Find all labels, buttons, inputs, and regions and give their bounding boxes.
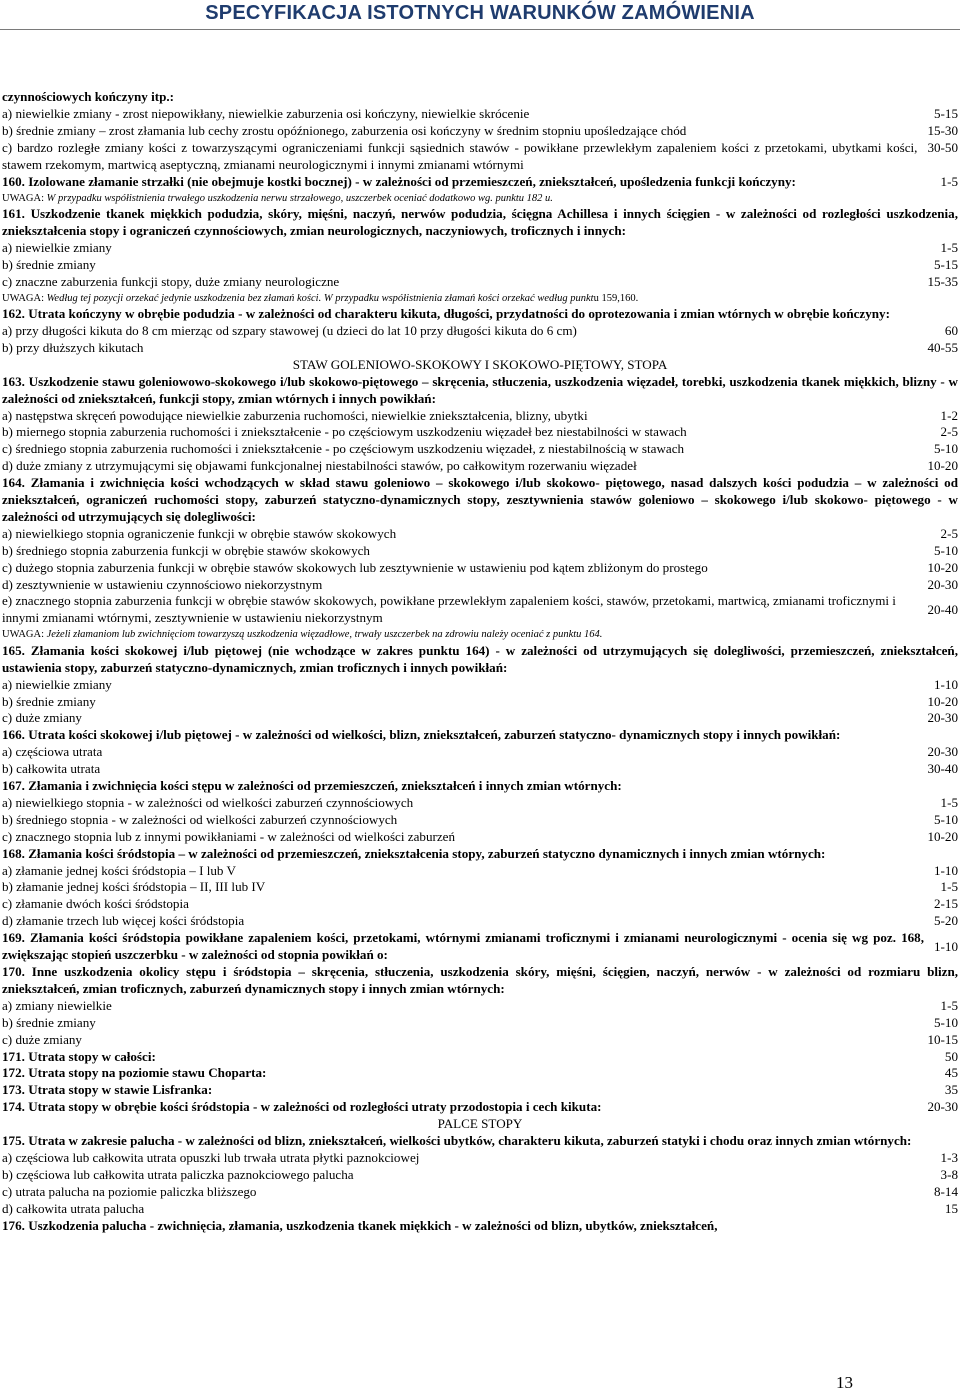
percent-value: 20-30 [927, 744, 958, 760]
item-row: c) średniego stopnia zaburzenia ruchomości i zniekształcenie - po częściowym uszkodzeniu więzadeł, z niestabilnością w stawach 5-10 [2, 441, 958, 457]
percent-value: 1-2 [940, 407, 958, 423]
percent-value: 10-20 [927, 828, 958, 844]
percent-value: 1-5 [940, 879, 958, 895]
percent-value: 35 [944, 1082, 958, 1098]
percent-value: 60 [944, 322, 958, 338]
paragraph-173: 173. Utrata stopy w stawie Lisfranka: 35 [2, 1082, 958, 1098]
item-row: b) średnie zmiany – zrost złamania lub cechy zrostu opóźnionego, zaburzenia osi kończyny w średnim stopniu upośledzające chód 15-30 [2, 122, 958, 138]
paragraph-170: 170. Inne uszkodzenia okolicy stępu i śródstopia – skręcenia, stłuczenia, uszkodzenia skóry, mięśni, ścięgien, naczyń, nerwów - w zależności od rozmiaru blizn, zniekształceń, zmian troficznych, zaburzeń dynamicznych stopy i innych zmian wtórnych: [2, 964, 958, 996]
percent-value: 10-15 [927, 1031, 958, 1047]
paragraph-175: 175. Utrata w zakresie palucha - w zależności od blizn, zniekształceń, wielkości ubytków, charakteru kikuta, zaburzeń statyki i chodu oraz innych zmian wtórnych: [2, 1133, 912, 1149]
item-row: b) średnie zmiany 5-10 [2, 1014, 958, 1030]
paragraph-172: 172. Utrata stopy na poziomie stawu Choparta: 45 [2, 1065, 958, 1081]
item-row: d) złamanie trzech lub więcej kości śródstopia 5-20 [2, 913, 958, 929]
document-body [2, 89, 958, 1235]
item-row: c) znaczne zaburzenia funkcji stopy, duże zmiany neurologiczne 15-35 [2, 273, 958, 289]
text-line: czynnościowych kończyny itp.: [2, 89, 175, 104]
percent-value: 1-10 [933, 938, 958, 954]
header-divider [0, 29, 960, 30]
item-row: a) częściowa utrata 20-30 [2, 744, 958, 760]
percent-value: 50 [944, 1048, 958, 1064]
item-row: c) dużego stopnia zaburzenia funkcji w obrębie stawów skokowych lub zesztywnienie w ustawieniu pod kątem zbliżonym do prostego 10-20 [2, 559, 958, 575]
paragraph-167: 167. Złamania i zwichnięcia kości stępu w zależności od przemieszczeń, zniekształceń i innych zmian wtórnych: [2, 778, 622, 794]
percent-value: 5-10 [933, 441, 958, 457]
item-row: a) niewielkie zmiany 1-10 [2, 676, 958, 692]
item-row: c) bardzo rozległe zmiany kości z towarzyszącymi ograniczeniami funkcji sąsiednich stawów - powikłane przewlekłym zapaleniem kości z przetokami, ubytkami kości, stawem rzekomym, martwicą aseptyczną, zmianami neurologicznymi i innymi zmianami wtórnymi 30-50 [2, 139, 958, 172]
percent-value: 1-5 [940, 794, 958, 810]
percent-value: 3-8 [940, 1166, 958, 1182]
paragraph-163: 163. Uszkodzenie stawu goleniowowo-skokowego i/lub skokowo-piętowego – skręcenia, stłuczenia, uszkodzenia więzadeł, torebki, uszkodzenia tkanek miękkich, blizny - w zależności od zniekształceń, funkcji stopy, zmian wtórnych i innych powikłań: [2, 373, 958, 406]
item-row: d) duże zmiany z utrzymującymi się objawami funkcjonalnej niestabilności stawów, po całkowitym rozerwaniu więzadeł 10-20 [2, 458, 958, 474]
item-row: a) niewielkiego stopnia - w zależności od wielkości zaburzeń czynnościowych 1-5 [2, 794, 958, 810]
paragraph-161: 161. Uszkodzenie tkanek miękkich podudzia, skóry, mięśni, naczyń, nerwów podudzia, ścięgna Achillesa i innych ścięgien - w zależności od rozległości uszkodzenia, zniekształcenia stopy i ograniczeń czynnościowych, zmian neurologicznych, naczyniowych, troficznych i innych: [2, 206, 958, 238]
item-row: a) niewielkie zmiany 1-5 [2, 239, 958, 255]
percent-value: 1-10 [933, 676, 958, 692]
item-row: b) złamanie jednej kości śródstopia – II, III lub IV 1-5 [2, 879, 958, 895]
item-row: b) miernego stopnia zaburzenia ruchomości i zniekształcenie - po częściowym uszkodzeniu więzadeł bez niestabilności w stawach 2-5 [2, 424, 958, 440]
percent-value: 1-10 [933, 862, 958, 878]
percent-value: 30-40 [927, 761, 958, 777]
item-row: c) duże zmiany 20-30 [2, 710, 958, 726]
paragraph-174: 174. Utrata stopy w obrębie kości śródstopia - w zależności od rozległości utraty przodostopia i cech kikuta: 20-30 [2, 1099, 958, 1115]
percent-value: 10-20 [927, 693, 958, 709]
percent-value: 1-5 [940, 997, 958, 1013]
percent-value: 5-10 [933, 542, 958, 558]
percent-value: 30-50 [927, 139, 958, 155]
percent-value: 10-20 [927, 559, 958, 575]
percent-value: 20-30 [927, 576, 958, 592]
item-row: b) całkowita utrata 30-40 [2, 761, 958, 777]
document-header: SPECYFIKACJA ISTOTNYCH WARUNKÓW ZAMÓWIENIA [205, 2, 755, 24]
item-row: c) znacznego stopnia lub z innymi powikłaniami - w zależności od wielkości zaburzeń 10-20 [2, 828, 958, 844]
paragraph-176: 176. Uszkodzenia palucha - zwichnięcia, złamania, uszkodzenia tkanek miękkich - w zależności od blizn, ubytków, zniekształceń, [2, 1217, 718, 1233]
page-number: 13 [836, 1373, 853, 1392]
paragraph-164: 164. Złamania i zwichnięcia kości wchodzących w skład stawu goleniowo – skokowego i/lub skokowo- piętowego, nasad dalszych kości podudzia – w zależności od zniekształceń, ograniczeń ruchomości stopy, zaburzeń statyczno-dynamicznych stopy, zesztywnienia stawów goleniowo – skokowego i/lub skokowo- piętowego - w zależności od utrzymujących się dolegliwości: [2, 475, 958, 524]
paragraph-162: 162. Utrata kończyny w obrębie podudzia - w zależności od charakteru kikuta, długości, przydatności do oprotezowania i zmian wtórnych w obrębie kończyny: [2, 306, 890, 322]
item-row: b) średnie zmiany 10-20 [2, 693, 958, 709]
item-row: b) przy dłuższych kikutach 40-55 [2, 339, 958, 355]
item-row: a) złamanie jednej kości śródstopia – I lub V 1-10 [2, 862, 958, 878]
paragraph-169: 169. Złamania kości śródstopia powikłane zapaleniem kości, przetokami, wtórnymi zmianami troficznymi i zmianami neurologicznymi - ocenia się wg poz. 168, zwiększając stopień uszczerbku - w zależności od stopnia powikłań o: 1-10 [2, 930, 958, 963]
item-row: c) złamanie dwóch kości śródstopia 2-15 [2, 896, 958, 912]
item-row: b) średniego stopnia zaburzenia funkcji w obrębie stawów skokowych 5-10 [2, 542, 958, 558]
percent-value: 5-10 [933, 811, 958, 827]
percent-value: 2-5 [940, 424, 958, 440]
percent-value: 45 [944, 1065, 958, 1081]
percent-value: 2-5 [940, 525, 958, 541]
item-row: a) niewielkiego stopnia ograniczenie funkcji w obrębie stawów skokowych 2-5 [2, 525, 958, 541]
item-row: a) następstwa skręceń powodujące niewielkie zaburzenia ruchomości, niewielkie zniekształcenia, blizny, ubytki 1-2 [2, 407, 958, 423]
item-row: c) utrata palucha na poziomie paliczka bliższego 8-14 [2, 1183, 958, 1199]
percent-value: 1-5 [940, 173, 958, 189]
item-row: a) częściowa lub całkowita utrata opuszki lub trwała utrata płytki paznokciowej 1-3 [2, 1149, 958, 1165]
percent-value: 40-55 [927, 339, 958, 355]
percent-value: 20-40 [927, 601, 958, 617]
item-row: b) częściowa lub całkowita utrata paliczka paznokciowego palucha 3-8 [2, 1166, 958, 1182]
section-heading: STAW GOLENIOWO-SKOKOWY I SKOKOWO-PIĘTOWY, STOPA [292, 356, 668, 372]
paragraph-168: 168. Złamania kości śródstopia – w zależności od przemieszczeń, zniekształcenia stopy, zaburzeń statyczno dynamicznych i innych zmian wtórnych: [2, 845, 826, 861]
percent-value: 15 [944, 1200, 958, 1216]
percent-value: 20-30 [927, 1099, 958, 1115]
percent-value: 8-14 [933, 1183, 958, 1199]
percent-value: 1-3 [940, 1149, 958, 1165]
paragraph-166: 166. Utrata kości skokowej i/lub piętowej - w zależności od wielkości, blizn, zniekształceń, zaburzeń statyczno- dynamicznych stopy i innych powikłań: [2, 727, 841, 743]
paragraph-171: 171. Utrata stopy w całości: 50 [2, 1048, 958, 1064]
percent-value: 2-15 [933, 896, 958, 912]
item-row: a) niewielkie zmiany - zrost niepowikłany, niewielkie zaburzenia osi kończyny, niewielkie skrócenie 5-15 [2, 105, 958, 121]
item-row: c) duże zmiany 10-15 [2, 1031, 958, 1047]
paragraph-160: 160. Izolowane złamanie strzałki (nie obejmuje kostki bocznej) - w zależności od przemieszczeń, zniekształceń, upośledzenia funkcji kończyny: 1-5 [2, 173, 958, 189]
item-row: a) zmiany niewielkie 1-5 [2, 997, 958, 1013]
percent-value: 15-35 [927, 273, 958, 289]
item-row: b) średniego stopnia - w zależności od wielkości zaburzeń czynnościowych 5-10 [2, 811, 958, 827]
percent-value: 5-15 [933, 256, 958, 272]
note-161: UWAGA: Według tej pozycji orzekać jedynie uszkodzenia bez złamań kości. W przypadku współistnienia złamań kości orzekać według punktu 159,160. [2, 292, 639, 304]
percent-value: 10-20 [927, 458, 958, 474]
item-row: d) zesztywnienie w ustawieniu czynnościowo niekorzystnym 20-30 [2, 576, 958, 592]
percent-value: 5-20 [933, 913, 958, 929]
item-row: e) znacznego stopnia zaburzenia funkcji w obrębie stawów skokowych, powikłane przewlekłym zapaleniem kości, stawów, przetokami, martwicą, zmianami troficznymi i innymi zmianami wtórnymi, zesztywnienie w ustawieniu niekorzystnym 20-40 [2, 593, 958, 626]
section-heading: PALCE STOPY [437, 1116, 523, 1132]
item-row: a) przy długości kikuta do 8 cm mierząc od szpary stawowej (u dzieci do lat 10 przy długości kikuta do 6 cm) 60 [2, 322, 958, 338]
note-164: UWAGA: Jeżeli złamaniom lub zwichnięciom towarzyszą uszkodzenia więzadłowe, trwały uszczerbek na zdrowiu należy oceniać z punktu 164. [2, 629, 603, 641]
percent-value: 1-5 [940, 239, 958, 255]
item-row: d) całkowita utrata palucha 15 [2, 1200, 958, 1216]
percent-value: 5-15 [933, 105, 958, 121]
item-row: b) średnie zmiany 5-15 [2, 256, 958, 272]
paragraph-165: 165. Złamania kości skokowej i/lub piętowej (nie wchodzące w zakres punktu 164) - w zależności od utrzymujących się dolegliwości, przemieszczeń, zniekształceń, ustawienia stopy, zaburzeń statyczno-dynamicznych, zmian troficznych i innych powikłań: [2, 642, 958, 675]
percent-value: 15-30 [927, 122, 958, 138]
percent-value: 5-10 [933, 1014, 958, 1030]
percent-value: 20-30 [927, 710, 958, 726]
note-160: UWAGA: W przypadku współistnienia trwałego uszkodzenia nerwu strzałowego, uszczerbek oceniać dodatkowo wg. punktu 182 u. [2, 192, 553, 204]
